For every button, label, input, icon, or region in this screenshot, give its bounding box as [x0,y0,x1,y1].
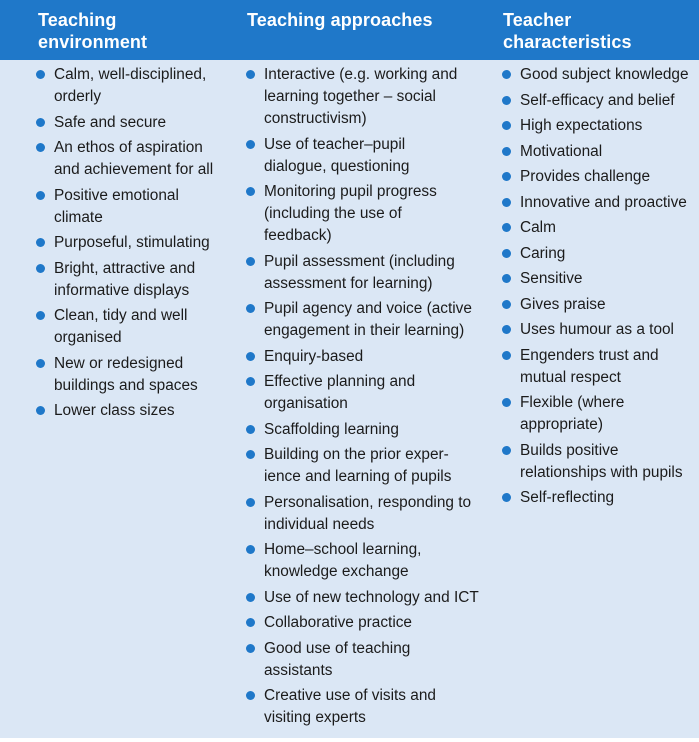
list-item-text: Self-reflecting [520,489,615,506]
list-item-text: feedback) [264,227,332,244]
bullet-icon [246,140,255,149]
list-item-text: Pupil agency and voice (active [264,300,472,317]
list-item-text: Calm, well-disciplined, [54,66,207,83]
list-item [246,346,486,368]
bullet-icon [246,618,255,627]
bullet-icon [246,377,255,386]
list-item-text: Caring [520,244,566,262]
header-line: characteristics [503,32,632,52]
list-item [246,444,486,488]
bullet-icon [502,446,511,455]
list-item [36,185,226,229]
list-item-text: constructivism) [264,110,367,127]
bullet-icon [246,593,255,602]
list-item-text: individual needs [264,515,375,533]
list-item [246,492,486,536]
list-item-text: and achievement for all [54,161,214,178]
list-item-text: orderly [54,88,102,105]
bullet-icon [246,352,255,361]
list-item-text: An ethos of aspiration [54,139,203,156]
header-line: Teaching [38,10,117,30]
list-item-text: Enquiry-based [264,347,364,365]
list-item-text: Builds positive [520,441,619,459]
characteristics-list [502,64,694,513]
list-item-text: Use of new technology and ICT [264,588,479,606]
list-item [502,440,694,484]
header-line: Teaching approaches [247,10,433,30]
list-item-text: Purposeful, stimulating [54,234,210,251]
bullet-icon [246,304,255,313]
list-item-text: Creative use of visits and [264,687,436,704]
bullet-icon [36,311,45,320]
bullet-icon [502,70,511,79]
list-item [502,166,694,188]
list-item-text: Sensitive [520,270,583,287]
list-item [502,268,694,290]
list-item-text: Building on the prior exper- [264,446,449,463]
bullet-icon [502,398,511,407]
bullet-icon [36,118,45,127]
bullet-icon [502,300,511,309]
list-item-text: buildings and spaces [54,376,198,394]
list-item-text: Calm [520,219,556,236]
list-item-text: dialogue, questioning [264,157,410,175]
list-item [246,419,486,441]
list-item-text: learning together – social [264,88,436,105]
list-item-text: assistants [264,661,333,679]
list-item [246,685,486,729]
bullet-icon [502,223,511,232]
list-item-text: climate [54,208,103,226]
bullet-icon [502,325,511,334]
bullet-icon [36,143,45,152]
bullet-icon [502,147,511,156]
list-item-text: Positive emotional [54,186,179,204]
list-item [246,539,486,583]
list-item [246,587,486,609]
list-item-text: informative displays [54,281,190,299]
bullet-icon [502,198,511,207]
list-item-text: visiting experts [264,709,366,726]
list-item-text: appropriate) [520,416,603,433]
list-item-text: Home–school learning, [264,541,422,558]
bullet-icon [502,249,511,258]
list-item-text: Effective planning and [264,373,416,390]
list-item-text: ience and learning of pupils [264,468,452,485]
bullet-icon [246,644,255,653]
list-item [246,134,486,178]
list-item [246,64,486,130]
bullet-icon [502,172,511,181]
list-item-text: relationships with pupils [520,463,683,481]
list-item-text: Good subject knowledge [520,66,689,83]
list-item-text: Engenders trust and [520,346,659,364]
bullet-icon [36,264,45,273]
list-item-text: organised [54,329,122,346]
bullet-icon [246,450,255,459]
list-item-text: engagement in their learning) [264,322,465,339]
list-item-text: Provides challenge [520,168,651,185]
header-teacher-characteristics [503,9,632,53]
table-header [0,0,699,60]
list-item-text: Interactive (e.g. working and [264,66,458,83]
list-item [502,90,694,112]
list-item-text: Clean, tidy and well [54,307,188,324]
list-item-text: High expectations [520,117,643,134]
list-item-text: Collaborative practice [264,614,412,631]
list-item [502,243,694,265]
list-item-text: Good use of teaching [264,639,411,657]
list-item-text: Gives praise [520,295,606,313]
approaches-list [246,64,486,733]
bullet-icon [246,545,255,554]
list-item-text: Safe and secure [54,113,167,131]
list-item-text: assessment for learning) [264,274,433,292]
list-item [246,371,486,415]
list-item [502,319,694,341]
list-item [36,137,226,181]
list-item [36,64,226,108]
list-item-text: organisation [264,395,348,412]
header-teaching-approaches [247,9,433,31]
list-item-text: Monitoring pupil progress [264,183,437,200]
list-item [246,181,486,247]
header-line: environment [38,32,148,52]
bullet-icon [502,274,511,283]
list-item-text: Motivational [520,142,603,160]
list-item [36,353,226,397]
list-item [36,305,226,349]
list-item [502,192,694,214]
list-item-text: Flexible (where [520,394,625,411]
list-item-text: Self-efficacy and belief [520,91,675,109]
list-item-text: New or redesigned [54,354,184,372]
list-item [502,294,694,316]
list-item [36,400,226,422]
bullet-icon [502,121,511,130]
list-item [36,232,226,254]
list-item-text: mutual respect [520,368,621,386]
list-item [502,115,694,137]
list-item-text: Use of teacher–pupil [264,135,406,153]
list-item [246,612,486,634]
bullet-icon [246,257,255,266]
list-item-text: Innovative and proactive [520,193,687,211]
bullet-icon [36,406,45,415]
bullet-icon [246,187,255,196]
list-item [246,298,486,342]
list-item [246,638,486,682]
list-item [246,251,486,295]
bullet-icon [36,191,45,200]
header-teaching-environment [38,9,147,53]
list-item-text: Bright, attractive and [54,259,196,277]
list-item-text: Scaffolding learning [264,420,399,438]
bullet-icon [502,493,511,502]
environment-list [36,64,226,426]
list-item [36,258,226,302]
list-item [502,345,694,389]
list-item [502,64,694,86]
list-item-text: knowledge exchange [264,563,409,580]
list-item-text: Pupil assessment (including [264,252,455,270]
list-item-text: Personalisation, responding to [264,493,472,511]
bullet-icon [246,691,255,700]
bullet-icon [246,70,255,79]
list-item [502,487,694,509]
list-item-text: Uses humour as a tool [520,321,674,338]
list-item [502,141,694,163]
list-item-text: (including the use of [264,205,402,222]
bullet-icon [36,238,45,247]
list-item-text: Lower class sizes [54,402,175,419]
bullet-icon [36,359,45,368]
bullet-icon [36,70,45,79]
list-item [502,217,694,239]
list-item [502,392,694,436]
bullet-icon [246,425,255,434]
bullet-icon [502,351,511,360]
header-line: Teacher [503,10,572,30]
bullet-icon [246,498,255,507]
bullet-icon [502,96,511,105]
list-item [36,112,226,134]
